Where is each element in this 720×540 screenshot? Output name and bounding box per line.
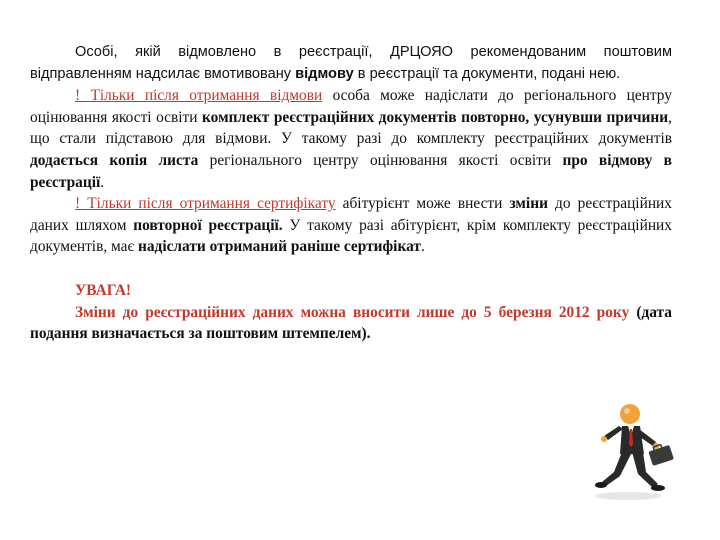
warning-text: Зміни до реєстраційних даних можна вносити лише до 5 березня 2012 року (дата подання визначається за поштовим штемпелем).	[30, 303, 672, 343]
running-businessman-with-briefcase-icon	[586, 402, 686, 502]
paragraph-rejection: Особі, якій відмовлено в реєстрації, ДРЦОЯО рекомендованим поштовим відправленням надсилає вмотивовану відмову в реєстрації та документи, подані нею.	[30, 44, 672, 82]
document-body	[30, 42, 672, 345]
paragraph-after-certificate: ! Тільки після отримання сертифікату абітурієнт може внести зміни до реєстраційних даних шляхом повторної реєстрації. У такому разі абітурієнт, крім комплекту реєстраційних документів, має надіслати отриманий раніше сертифікат.	[30, 195, 672, 256]
warning-title: УВАГА!	[75, 281, 132, 299]
paragraph-after-rejection: ! Тільки після отримання відмови особа може надіслати до регіонального центру оцінювання якості освіти комплект реєстраційних документів повторно, усунувши причини, що стали підставою для відмови. У такому разі до комплекту реєстраційних документів додається копія листа регіонального центру оцінювання якості освіти про відмову в реєстрації.	[30, 87, 672, 191]
